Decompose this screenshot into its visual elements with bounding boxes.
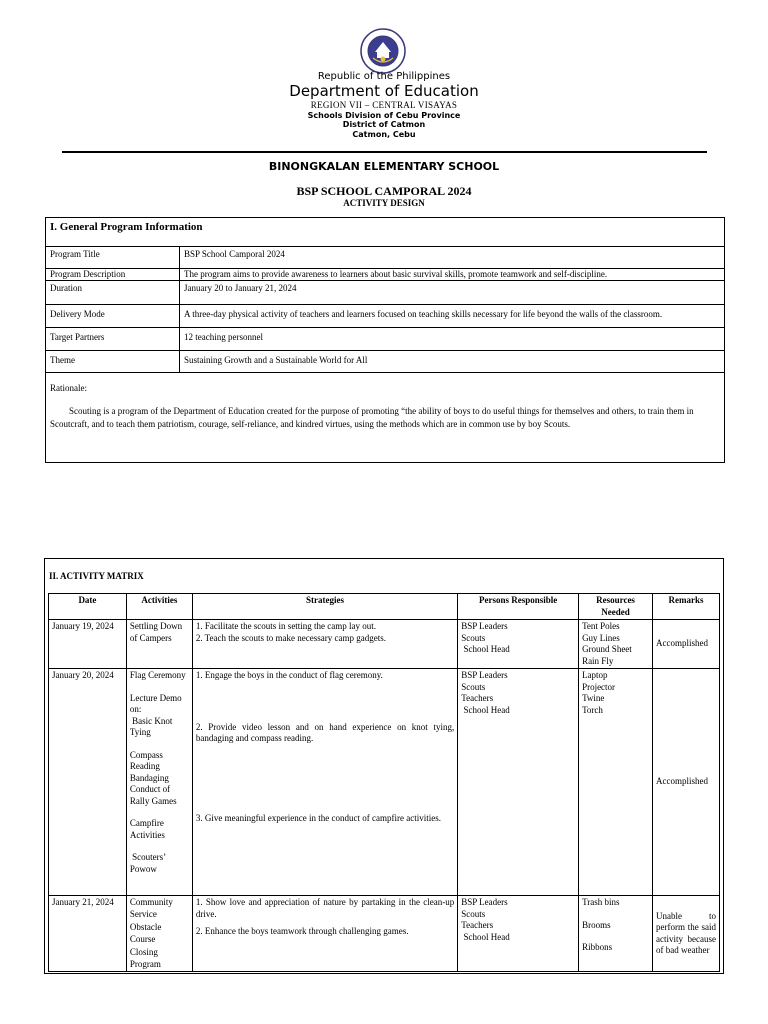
strategy-item: 3. Give meaningful experience in the conduct of campfire activities. bbox=[195, 812, 441, 823]
column-header: Activities bbox=[126, 594, 192, 620]
activity-item: Lecture Demo on: bbox=[129, 692, 182, 714]
resource-item: Rain Fly bbox=[582, 655, 614, 666]
rationale-label: Rationale: bbox=[50, 383, 87, 393]
division-label: Schools Division of Cebu Province bbox=[307, 111, 461, 120]
resource-item: Laptop bbox=[582, 670, 608, 680]
activity-item: Flag Ceremony bbox=[129, 670, 186, 680]
resource-item: Trash bins bbox=[582, 897, 620, 907]
activity-item: Bandaging bbox=[129, 772, 169, 783]
resource-item: Twine bbox=[582, 693, 605, 703]
resource-item: Tent Poles bbox=[582, 621, 620, 631]
resource-item: Torch bbox=[582, 704, 603, 715]
resource-item: Guy Lines bbox=[582, 632, 620, 643]
activity-item: Settling Down of Campers bbox=[129, 621, 183, 643]
row-value: BSP School Camporal 2024 bbox=[180, 247, 725, 269]
person-item: BSP Leaders bbox=[461, 621, 508, 631]
activities-cell bbox=[126, 669, 192, 896]
strategy-item: 1. Facilitate the scouts in setting the camp lay out. bbox=[195, 621, 377, 631]
activity-item: Closing Program bbox=[129, 947, 161, 969]
district-label: District of Catmon bbox=[342, 120, 426, 129]
person-item: Teachers bbox=[461, 920, 494, 930]
row-label: Program Description bbox=[46, 269, 180, 281]
row-label: Delivery Mode bbox=[46, 305, 180, 328]
person-item: Scouts bbox=[461, 681, 486, 692]
activities-cell bbox=[126, 896, 192, 972]
resource-item: Ground Sheet bbox=[582, 644, 632, 654]
strategies-cell bbox=[192, 896, 457, 972]
republic-label: Republic of the Philippines bbox=[317, 71, 451, 82]
strategy-item: 2. Teach the scouts to make necessary camp gadgets. bbox=[195, 632, 386, 643]
general-info-table bbox=[45, 217, 725, 463]
general-heading: I. General Program Information bbox=[46, 218, 725, 247]
strategies-cell bbox=[192, 669, 457, 896]
resource-item: Brooms bbox=[582, 919, 611, 930]
date-cell: January 21, 2024 bbox=[49, 896, 127, 972]
activity-item: Conduct of Rally Games bbox=[129, 784, 177, 806]
activity-item: Community Service bbox=[129, 897, 173, 919]
resources-cell bbox=[579, 620, 653, 669]
column-header: Strategies bbox=[192, 594, 457, 620]
header-divider bbox=[62, 151, 707, 153]
table-row bbox=[49, 896, 720, 972]
strategy-item: 2. Provide video lesson and on hand experience on knot tying, bandaging and compass reading. bbox=[195, 721, 455, 743]
row-value: A three-day physical activity of teachers and learners focused on teaching skills necessary for life beyond the walls of the classroom. bbox=[180, 305, 725, 328]
person-item: School Head bbox=[461, 931, 510, 942]
strategy-item: 1. Engage the boys in the conduct of flag ceremony. bbox=[195, 670, 383, 680]
date-cell: January 20, 2024 bbox=[49, 669, 127, 896]
person-item: Scouts bbox=[461, 632, 486, 643]
rationale-text: Scouting is a program of the Department of Education created for the purpose of promoting “the ability of boys to do useful things for themselves and others, to train them in Scoutcraft, and to teach them patriotism, courage, self-reliance, and kindred virtues, using the methods which are in common use by boy Scouts. bbox=[50, 406, 694, 429]
activity-item: Obstacle Course bbox=[129, 922, 162, 944]
column-header: Remarks bbox=[652, 594, 719, 620]
row-value: 12 teaching personnel bbox=[180, 328, 725, 351]
deped-seal-icon bbox=[360, 28, 406, 74]
remarks-cell: Unable to perform the said activity because of bad weather bbox=[652, 896, 719, 972]
row-value: January 20 to January 21, 2024 bbox=[180, 281, 725, 305]
rationale-cell bbox=[46, 373, 725, 463]
row-label: Theme bbox=[46, 351, 180, 373]
school-name: BINONGKALAN ELEMENTARY SCHOOL bbox=[268, 160, 500, 173]
activity-item: Basic Knot Tying bbox=[129, 715, 175, 737]
person-item: Teachers bbox=[461, 693, 494, 703]
matrix-heading: II. ACTIVITY MATRIX bbox=[49, 571, 144, 581]
row-value: The program aims to provide awareness to learners about basic survival skills, promote teamwork and self-discipline. bbox=[180, 269, 725, 281]
resources-cell bbox=[579, 896, 653, 972]
activities-cell bbox=[126, 620, 192, 669]
column-header: Date bbox=[49, 594, 127, 620]
column-header: Persons Responsible bbox=[458, 594, 579, 620]
table-row bbox=[49, 669, 720, 896]
column-header: Resources Needed bbox=[579, 594, 653, 620]
document-subtitle: ACTIVITY DESIGN bbox=[343, 198, 425, 208]
resource-item: Ribbons bbox=[582, 942, 613, 952]
table-row bbox=[49, 620, 720, 669]
region-label: REGION VII – CENTRAL VISAYAS bbox=[310, 100, 458, 110]
person-item: BSP Leaders bbox=[461, 670, 508, 680]
remarks-cell: Accomplished bbox=[652, 620, 719, 669]
row-label: Target Partners bbox=[46, 328, 180, 351]
resource-item: Projector bbox=[582, 681, 616, 692]
person-item: BSP Leaders bbox=[461, 897, 508, 907]
activity-matrix-table bbox=[48, 593, 720, 972]
strategies-cell bbox=[192, 620, 457, 669]
strategy-item: 1. Show love and appreciation of nature by partaking in the clean-up drive. bbox=[195, 897, 455, 919]
location-label: Catmon, Cebu bbox=[352, 130, 416, 139]
persons-cell bbox=[458, 669, 579, 896]
resources-cell bbox=[579, 669, 653, 896]
row-label: Duration bbox=[46, 281, 180, 305]
remarks-cell: Accomplished bbox=[652, 669, 719, 896]
activity-item: Compass Reading bbox=[129, 749, 163, 771]
person-item: School Head bbox=[461, 644, 510, 654]
department-title: Department of Education bbox=[289, 82, 479, 100]
strategy-item: 2. Enhance the boys teamwork through challenging games. bbox=[195, 926, 409, 936]
person-item: School Head bbox=[461, 704, 510, 715]
document-title: BSP SCHOOL CAMPORAL 2024 bbox=[296, 184, 472, 198]
persons-cell bbox=[458, 620, 579, 669]
row-value: Sustaining Growth and a Sustainable World for All bbox=[180, 351, 725, 373]
activity-item: Scouters’ Powow bbox=[129, 852, 168, 874]
activity-item: Campfire Activities bbox=[129, 818, 165, 840]
row-label: Program Title bbox=[46, 247, 180, 269]
person-item: Scouts bbox=[461, 908, 486, 919]
date-cell: January 19, 2024 bbox=[49, 620, 127, 669]
persons-cell bbox=[458, 896, 579, 972]
